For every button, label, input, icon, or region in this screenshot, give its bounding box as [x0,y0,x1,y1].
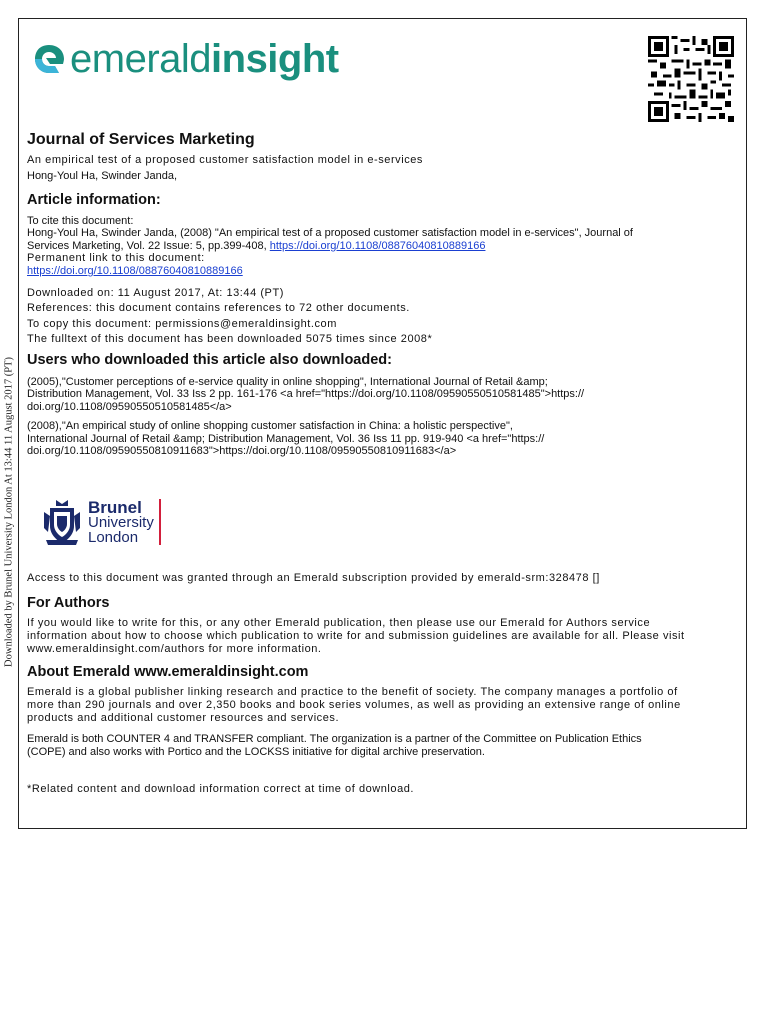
related-item[interactable] [27,420,727,458]
permanent-link-row [27,265,727,278]
references-count: References: this document contains references to 72 other documents. [27,302,410,314]
download-watermark: Downloaded by Brunel University London At 13:44 11 August 2017 (PT) [3,357,15,667]
citation-doi-link[interactable]: https://doi.org/10.1108/08876040810889166 [269,239,486,252]
brunel-university-logo [42,496,161,548]
related-item-line: doi.org/10.1108/09590550810911683">https://doi.org/10.1108/09590550810911683</a> [27,445,457,457]
permanent-doi-link[interactable]: https://doi.org/10.1108/08876040810889166 [27,265,243,277]
copy-permissions: To copy this document: permissions@emeraldinsight.com [27,317,337,330]
about-paragraph-line: Emerald is both COUNTER 4 and TRANSFER compliant. The organization is a partner of the Committee on Publication Ethics [27,733,642,745]
cover-content [27,130,727,458]
brunel-red-bar [159,499,161,545]
brunel-crest-icon [42,498,82,546]
fulltext-downloads: The fulltext of this document has been downloaded 5075 times since 2008* [27,333,433,345]
related-item-line: doi.org/10.1108/09590550510581485</a> [27,400,232,413]
access-and-info [27,572,727,796]
downloaded-on: Downloaded on: 11 August 2017, At: 13:44 (PT) [27,286,284,299]
related-item-line: Distribution Management, Vol. 33 Iss 2 pp. 161-176 <a href="https://doi.org/10.1108/09590550510581485">https:// [27,388,585,400]
permanent-link-label: Permanent link to this document: [27,252,205,264]
about-paragraph-line: Emerald is a global publisher linking research and practice to the benefit of society. The company manages a portfolio of [27,686,678,698]
article-authors: Hong-Youl Ha, Swinder Janda, [27,170,178,182]
also-downloaded-heading: Users who downloaded this article also downloaded: [27,351,392,368]
access-statement: Access to this document was granted through an Emerald subscription provided by emerald-srm:328478 [] [27,572,600,584]
for-authors-heading: For Authors [27,595,110,611]
citation-line-1: Hong-Youl Ha, Swinder Janda, (2008) "An empirical test of a proposed customer satisfaction model in e-services", Journal of [27,227,633,239]
emerald-insight-logo[interactable] [32,36,339,82]
related-item-line: (2005),"Customer perceptions of e-service quality in online shopping", International Journal of Retail &amp; [27,375,548,388]
brunel-wordmark: Brunel University London [88,497,154,546]
about-emerald-heading: About Emerald www.emeraldinsight.com [27,664,309,680]
about-paragraph-line: (COPE) and also works with Portico and the LOCKSS initiative for digital archive preservation. [27,745,485,758]
for-authors-line: If you would like to write for this, or any other Emerald publication, then please use our Emerald for Authors service [27,617,651,629]
article-title: An empirical test of a proposed customer satisfaction model in e-services [27,154,423,166]
for-authors-line: www.emeraldinsight.com/authors for more information. [27,643,322,655]
logo-wordmark: emeraldinsight [70,37,339,81]
journal-title: Journal of Services Marketing [27,131,255,148]
emerald-e-logo-icon [32,42,66,76]
about-paragraph-line: more than 290 journals and over 2,350 books and book series volumes, as well as providing an extensive range of online [27,699,681,711]
citation-line-2: Services Marketing, Vol. 22 Issue: 5, pp.399-408, https://doi.org/10.1108/08876040810889166 [27,239,486,252]
cite-label: To cite this document: [27,214,134,227]
related-item-line: International Journal of Retail &amp; Distribution Management, Vol. 36 Iss 11 pp. 919-940 <a href="https:// [27,432,545,445]
qr-code-icon [648,36,734,122]
related-item[interactable] [27,376,727,414]
for-authors-line: information about how to choose which publication to write for and submission guidelines are available for all. Please visit [27,630,685,642]
article-information-heading: Article information: [27,191,161,208]
about-paragraph-line: products and additional customer resources and services. [27,712,340,724]
footnote: *Related content and download information correct at time of download. [27,783,415,795]
related-item-line: (2008),"An empirical study of online shopping customer satisfaction in China: a holistic perspective", [27,420,513,432]
